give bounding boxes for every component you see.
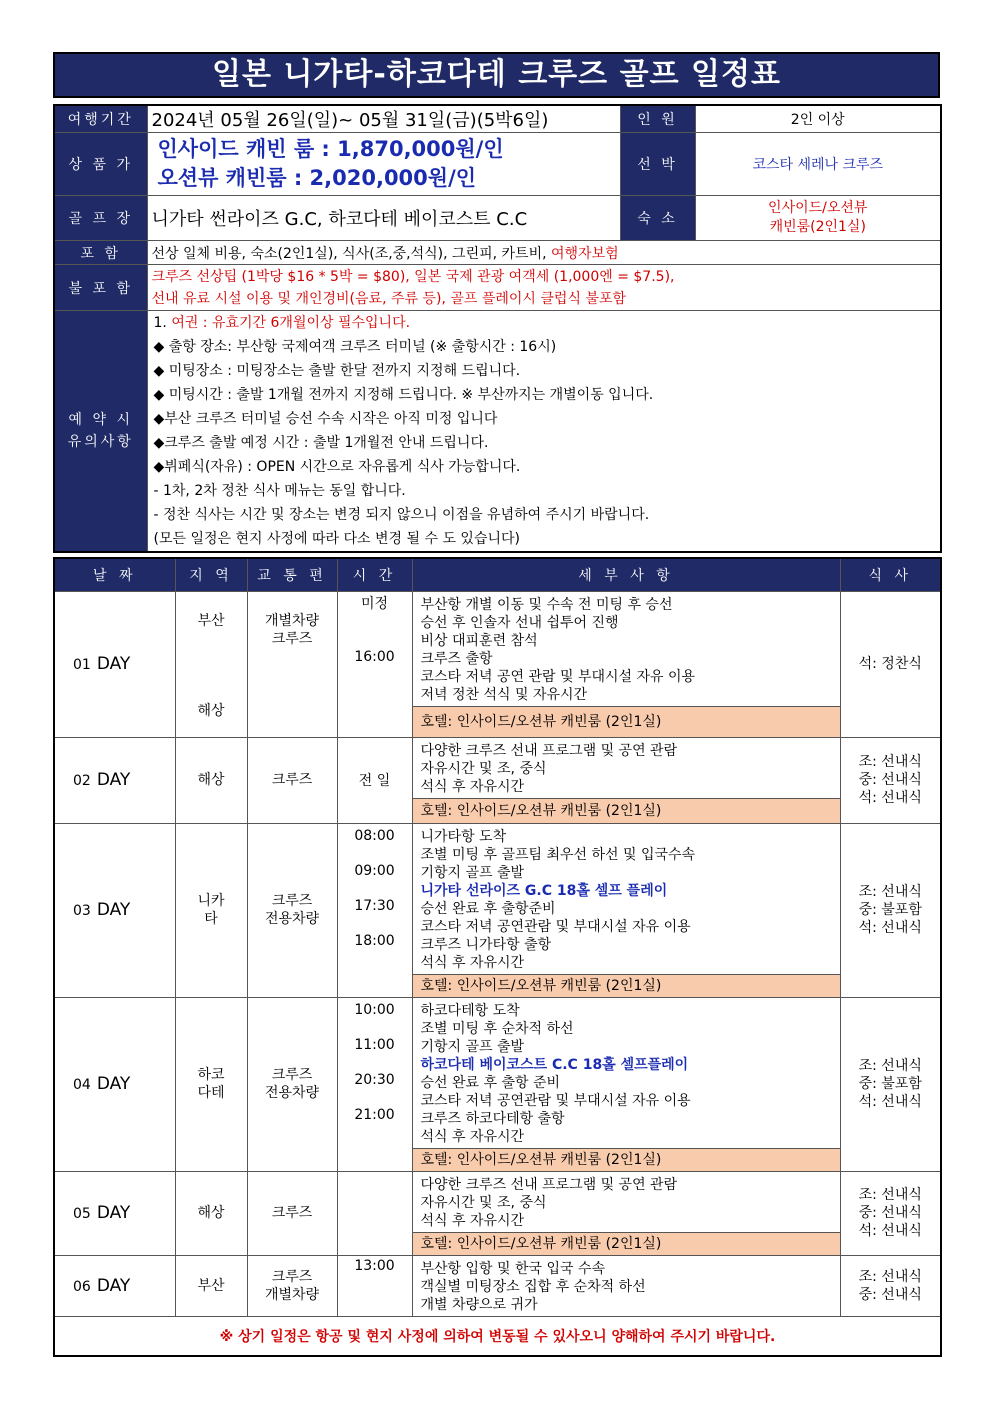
day-row-03 (54, 823, 941, 997)
day-row-01 (54, 591, 941, 737)
price-label: 상 품 가 (54, 133, 147, 196)
day-row-05 (54, 1171, 941, 1255)
exclude-line1: 크루즈 선상팁 (1박당 $16 * 5박 = $80), 일본 국제 관광 여객세 (1,000엔 = $7.5), (151, 268, 675, 285)
time: 18:00 (354, 932, 395, 949)
transport-cruise: 크루즈 (271, 1268, 313, 1285)
meal-lunch: 중: 선내식 (858, 1205, 922, 1221)
detail-line: 부산항 개별 이동 및 수속 전 미팅 후 승선 (420, 596, 673, 613)
detail-line: 다양한 크루즈 선내 프로그램 및 공연 관람 (420, 1176, 678, 1193)
transport-car: 개별차량 (264, 1286, 320, 1303)
region-sea: 해상 (175, 1171, 247, 1255)
region-niigata-1: 니카 (197, 893, 225, 909)
stay-line2: 캐빈룸(2인1실) (769, 219, 866, 235)
meal-lunch: 중: 선내식 (858, 772, 922, 788)
region-hakodate-2: 다테 (197, 1085, 225, 1101)
day-label: DAY (96, 900, 131, 920)
meal-breakfast: 조: 선내식 (858, 1187, 922, 1203)
hotel-info: 호텔: 인사이드/오션뷰 캐빈룸 (2인1실) (413, 974, 840, 997)
header-meal: 식 사 (840, 558, 941, 591)
note-item: - 정찬 식사는 시간 및 장소는 변경 되지 않으니 이점을 유념하여 주시기 바랍니다. (153, 507, 650, 523)
price-inside: 인사이드 캐빈 룸 : 1,870,000원/인 (157, 137, 504, 161)
detail-line: 코스타 저녁 공연관람 및 부대시설 자유 이용 (420, 1092, 691, 1109)
detail-line: 조별 미팅 후 골프팀 최우선 하선 및 입국수속 (420, 846, 696, 863)
header-transport: 교 통 편 (247, 558, 337, 591)
exclude-line2: 선내 유료 시설 이용 및 개인경비(음료, 주류 등), 골프 플레이시 클럽식 불포함 (151, 290, 626, 307)
ship-label: 선 박 (620, 133, 695, 196)
detail-line: 크루즈 하코다테항 출항 (420, 1110, 565, 1127)
detail-line: 석식 후 자유시간 (420, 1128, 525, 1145)
transport-cruise: 크루즈 (271, 630, 313, 647)
detail-line: 다양한 크루즈 선내 프로그램 및 공연 관람 (420, 742, 678, 759)
time: 20:30 (354, 1071, 395, 1088)
period-value: 2024년 05월 26일(일)~ 05월 31일(금)(5박6일) (147, 105, 620, 133)
golf-label: 골 프 장 (54, 196, 147, 241)
price-oceanview: 오션뷰 캐빈룸 : 2,020,000원/인 (157, 166, 477, 190)
meal-breakfast: 조: 선내식 (858, 884, 922, 900)
region-sea: 해상 (175, 737, 247, 823)
detail-line: 조별 미팅 후 순차적 하선 (420, 1020, 574, 1037)
note-item: ◆크루즈 출발 예정 시간 : 출발 1개월전 안내 드립니다. (153, 435, 489, 451)
hotel-info: 호텔: 인사이드/오션뷰 캐빈룸 (2인1실) (413, 1148, 840, 1171)
transport-private: 전용차량 (264, 911, 320, 927)
time-1300: 13:00 (354, 1257, 395, 1274)
detail-line: 승선 후 인솔자 선내 쉽투어 진행 (420, 614, 619, 631)
detail-line: 크루즈 니가타항 출항 (420, 936, 552, 953)
detail-line: 코스타 저녁 공연 관람 및 부대시설 자유 이용 (420, 668, 696, 685)
meal-lunch: 중: 불포함 (858, 902, 922, 918)
note-item: ◆부산 크루즈 터미널 승선 수속 시작은 아직 미정 입니다 (153, 411, 498, 427)
golf-round: 니가타 선라이즈 G.C 18홀 셀프 플레이 (420, 882, 668, 899)
notes-passport: 여권 : 유효기간 6개월이상 필수입니다. (171, 315, 411, 331)
time-allday: 전 일 (337, 737, 412, 823)
detail-line: 객실별 미팅장소 집합 후 순차적 하선 (420, 1278, 646, 1295)
hotel-info: 호텔: 인사이드/오션뷰 캐빈룸 (2인1실) (413, 706, 840, 737)
golf-round: 하코다테 베이코스트 C.C 18홀 셀프플레이 (420, 1056, 689, 1073)
golf-value: 니가타 썬라이즈 G.C, 하코다테 베이코스트 C.C (147, 196, 620, 241)
detail-line: 니가타항 도착 (420, 828, 507, 845)
header-detail: 세 부 사 항 (412, 558, 840, 591)
transport-cruise: 크루즈 (247, 1171, 337, 1255)
include-label: 포 함 (54, 241, 147, 265)
detail-line: 부산항 입항 및 한국 입국 수속 (420, 1260, 606, 1277)
detail-line: 개별 차량으로 귀가 (420, 1296, 538, 1313)
header-date: 날 짜 (54, 558, 175, 591)
region-busan: 부산 (197, 612, 225, 629)
stay-line1: 인사이드/오션뷰 (768, 200, 868, 216)
detail-line: 석식 후 자유시간 (420, 954, 525, 971)
header-time: 시 간 (337, 558, 412, 591)
region-niigata-2: 타 (204, 911, 218, 927)
stay-label: 숙 소 (620, 196, 695, 241)
notes-first-prefix: 1. (153, 315, 172, 331)
trip-info-table (53, 104, 942, 553)
detail-line: 석식 후 자유시간 (420, 1212, 525, 1229)
detail-line: 저녁 정찬 석식 및 자유시간 (420, 686, 588, 703)
meal-dinner: 석: 정찬식 (858, 656, 922, 672)
region-hakodate-1: 하코 (197, 1067, 225, 1083)
meal-breakfast: 조: 선내식 (858, 1268, 922, 1285)
hotel-info: 호텔: 인사이드/오션뷰 캐빈룸 (2인1실) (413, 798, 840, 823)
detail-line: 승선 완료 후 출항 준비 (420, 1074, 561, 1091)
time: 08:00 (354, 827, 395, 844)
time: 09:00 (354, 862, 395, 879)
day-label: DAY (96, 1275, 131, 1296)
day-number: 03 (73, 903, 91, 919)
meal-lunch: 중: 불포함 (858, 1076, 922, 1092)
detail-line: 승선 완료 후 출항준비 (420, 900, 556, 917)
meal-dinner: 석: 선내식 (858, 1094, 922, 1110)
detail-line: 자유시간 및 조, 중식 (420, 1194, 547, 1211)
time: 10:00 (354, 1001, 395, 1018)
detail-line: 비상 대피훈련 참석 (420, 632, 538, 649)
notes-label-2: 유의사항 (67, 434, 134, 450)
notes-label-1: 예 약 시 (68, 412, 133, 428)
note-item: ◆ 미팅장소 : 미팅장소는 출발 한달 전까지 지정해 드립니다. (153, 363, 521, 379)
time: 21:00 (354, 1106, 395, 1123)
time: 17:30 (354, 897, 395, 914)
meal-lunch: 중: 선내식 (858, 1286, 922, 1303)
people-label: 인 원 (620, 105, 695, 133)
detail-line: 크루즈 출항 (420, 650, 493, 667)
day-number: 02 (73, 773, 91, 789)
note-item: ◆뷔페식(자유) : OPEN 시간으로 자유롭게 식사 가능합니다. (153, 459, 521, 475)
meal-dinner: 석: 선내식 (858, 1223, 922, 1239)
page-title: 일본 니가타-하코다테 크루즈 골프 일정표 (53, 52, 940, 98)
time-tbd: 미정 (360, 595, 389, 612)
day-row-04 (54, 997, 941, 1171)
detail-line: 기항지 골프 출발 (420, 1038, 525, 1055)
day-number: 01 (73, 657, 91, 673)
transport-cruise: 크루즈 (271, 1067, 313, 1083)
transport-cruise: 크루즈 (247, 737, 337, 823)
detail-line: 기항지 골프 출발 (420, 864, 525, 881)
ship-value: 코스타 세레나 크루즈 (695, 133, 941, 196)
day-label: DAY (96, 1074, 131, 1094)
include-value: 선상 일체 비용, 숙소(2인1실), 식사(조,중,석식), 그린피, 카트비, (151, 245, 551, 262)
time: 11:00 (354, 1036, 395, 1053)
include-insurance: 여행자보험 (551, 245, 619, 262)
hotel-info: 호텔: 인사이드/오션뷰 캐빈룸 (2인1실) (413, 1232, 840, 1255)
itinerary-page (53, 52, 940, 1357)
detail-line: 자유시간 및 조, 중식 (420, 760, 547, 777)
detail-line: 석식 후 자유시간 (420, 778, 525, 795)
detail-line: 코스타 저녁 공연관람 및 부대시설 자유 이용 (420, 918, 691, 935)
exclude-label: 불 포 함 (54, 265, 147, 311)
day-row-02 (54, 737, 941, 823)
footer-notice: ※ 상기 일정은 항공 및 현지 사정에 의하여 변동될 수 있사오니 양해하여 주시기 바랍니다. (54, 1316, 941, 1356)
transport-cruise: 크루즈 (271, 893, 313, 909)
day-number: 04 (73, 1077, 91, 1093)
people-value: 2인 이상 (695, 105, 941, 133)
schedule-table (53, 557, 942, 1357)
meal-breakfast: 조: 선내식 (858, 1058, 922, 1074)
meal-breakfast: 조: 선내식 (858, 754, 922, 770)
meal-dinner: 석: 선내식 (858, 920, 922, 936)
day-number: 05 (73, 1206, 91, 1222)
time-1600: 16:00 (354, 648, 395, 665)
period-label: 여행기간 (54, 105, 147, 133)
region-busan: 부산 (175, 1255, 247, 1316)
meal-dinner: 석: 선내식 (858, 790, 922, 806)
header-region: 지 역 (175, 558, 247, 591)
region-sea: 해상 (197, 702, 225, 719)
day-label: DAY (96, 1203, 131, 1223)
note-item: ◆ 출항 장소: 부산항 국제여객 크루즈 터미널 (※ 출항시간 : 16시) (153, 339, 557, 355)
day-row-06 (54, 1255, 941, 1316)
note-item: (모든 일정은 현지 사정에 따라 다소 변경 될 수 도 있습니다) (153, 531, 520, 547)
day-label: DAY (96, 770, 131, 790)
note-item: ◆ 미팅시간 : 출발 1개월 전까지 지정해 드립니다. ※ 부산까지는 개별이동 입니다. (153, 387, 654, 403)
transport-private: 전용차량 (264, 1085, 320, 1101)
day-number: 06 (73, 1278, 91, 1295)
transport-car: 개별차량 (264, 612, 320, 629)
detail-line: 하코다테항 도착 (420, 1002, 520, 1019)
day-label: DAY (96, 654, 131, 674)
note-item: - 1차, 2차 정찬 식사 메뉴는 동일 합니다. (153, 483, 406, 499)
